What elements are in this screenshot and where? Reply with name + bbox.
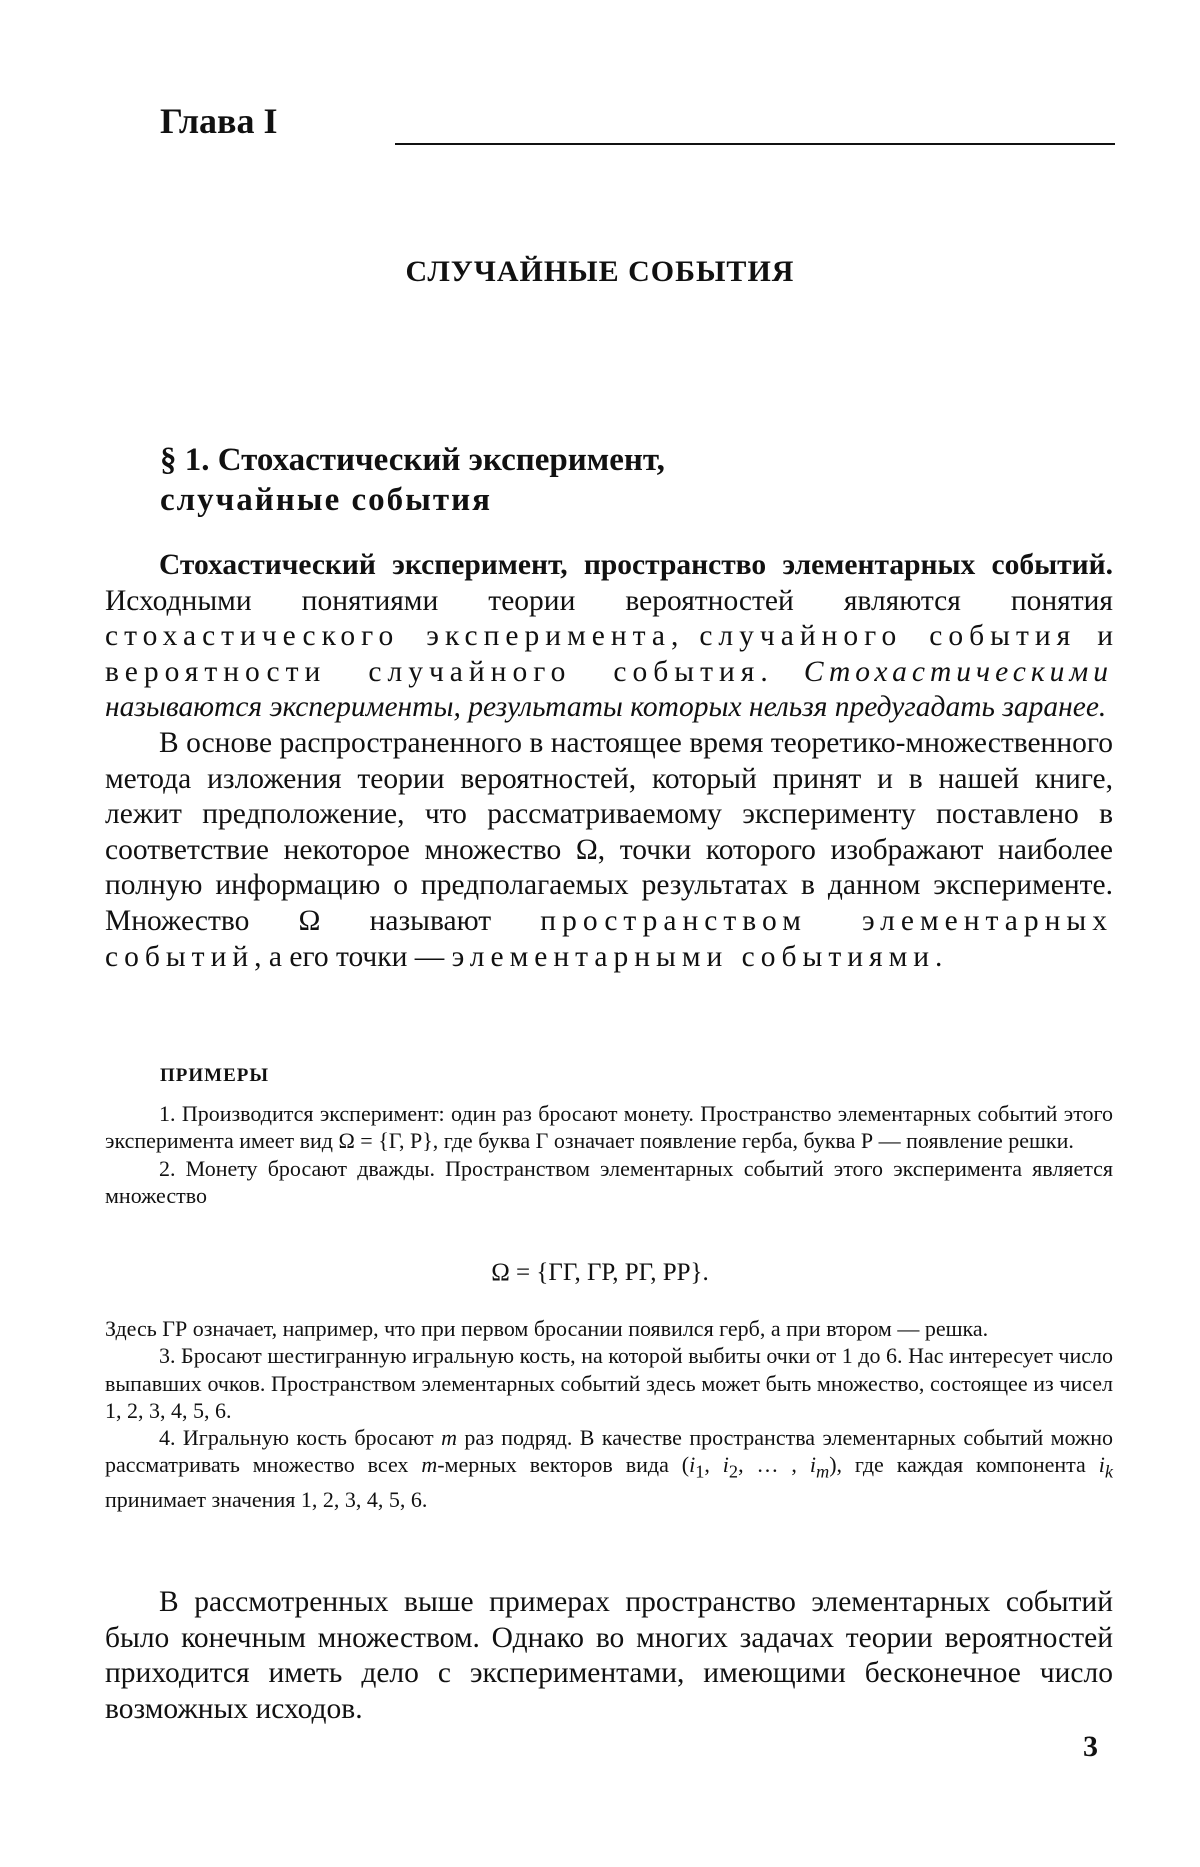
math-var: m <box>441 1425 457 1451</box>
paragraph-1 <box>105 548 1113 726</box>
text-run: 4. Игральную кость бросают <box>159 1425 442 1451</box>
text-run: ), где каждая компонента <box>829 1452 1099 1478</box>
page-number: 3 <box>1083 1730 1098 1763</box>
header-rule <box>395 143 1115 145</box>
definition-text: называются эксперименты, результаты которых нельзя предугадать заранее. <box>105 691 1107 724</box>
math-var: m <box>421 1452 438 1478</box>
text-run: . <box>760 655 804 688</box>
body-text-top <box>105 548 1113 975</box>
examples-block-1 <box>105 1100 1113 1209</box>
spaced-term: стохастического эксперимента <box>105 620 671 653</box>
math-subscript: 2 <box>728 1461 739 1482</box>
run-in-heading: Стохастический эксперимент, пространство элементарных событий. <box>159 549 1113 581</box>
text-run: раз подряд. В качестве пространства элементарных событий можно рассматривать множество всех <box>105 1425 1113 1478</box>
spaced-term: случайного события <box>699 620 1077 653</box>
spaced-term: элементарными событиями <box>451 940 936 973</box>
spaced-term: вероятности случайного события <box>105 655 761 688</box>
text-run: , … , <box>738 1452 810 1478</box>
text-run: и <box>1076 620 1113 653</box>
math-var: i <box>689 1452 696 1478</box>
example-1: 1. Производится эксперимент: один раз бросают монету. Пространство элементарных событий этого эксперимента имеет вид Ω = {Г, Р}, где буква Г означает появление герба, буква Р — появление решки. <box>105 1101 1113 1154</box>
examples-block-2 <box>105 1315 1113 1513</box>
definition-term: Стохастическими <box>803 655 1113 688</box>
example-3: 3. Бросают шестигранную игральную кость, на которой выбиты очки от 1 до 6. Нас интересует число выпавших очков. Пространством элементарных событий здесь может быть множество, состоящее из чисел 1, 2, 3, 4, 5, 6. <box>105 1343 1113 1423</box>
text-run: , <box>704 1452 723 1478</box>
text-run: Исходными понятиями теории вероятностей являются понятия <box>105 584 1113 617</box>
body-text-bottom <box>105 1585 1113 1727</box>
text-run: -мерных векторов вида ( <box>437 1452 690 1478</box>
math-var: i <box>722 1452 729 1478</box>
example-2: 2. Монету бросают дважды. Пространством элементарных событий этого эксперимента является множество <box>105 1155 1113 1208</box>
example-2-continued: Здесь ГР означает, например, что при первом бросании появился герб, а при втором — решка. <box>105 1316 989 1341</box>
example-4 <box>105 1424 1113 1513</box>
examples-heading: ПРИМЕРЫ <box>160 1065 270 1086</box>
math-subscript: m <box>815 1461 830 1482</box>
formula-omega: Ω = {ГГ, ГР, РГ, РР}. <box>491 1259 709 1286</box>
text-run: , <box>670 620 700 653</box>
text-run: . <box>935 940 943 973</box>
spaced-term: пространством элементарных событий <box>105 904 1113 973</box>
text-run: , а его точки — <box>254 940 452 973</box>
text-run: принимает значения 1, 2, 3, 4, 5, 6. <box>105 1487 428 1513</box>
section-heading-line1: § 1. Стохастический эксперимент, <box>160 442 665 478</box>
section-heading-line2: случайные события <box>160 482 492 518</box>
math-subscript: k <box>1104 1461 1113 1482</box>
paragraph-2 <box>105 726 1113 975</box>
math-var: i <box>809 1452 816 1478</box>
math-var: i <box>1098 1452 1105 1478</box>
section-heading <box>160 440 1100 520</box>
paragraph-3: В рассмотренных выше примерах пространство элементарных событий было конечным множеством. Однако во многих задачах теории вероятностей приходится иметь дело с экспериментами, имеющими бесконечное число возможных исходов. <box>105 1586 1113 1725</box>
math-subscript: 1 <box>695 1461 705 1482</box>
text-run: В основе распространенного в настоящее время теоретико-множественного метода изложения теории вероятностей, который принят и в нашей книге, лежит предположение, что рассматриваемому эксперименту поставлено в соответствие некоторое множество Ω, точки которого изображают наиболее полную информацию о предполагаемых результатах в данном эксперименте. Множество Ω называют <box>105 726 1113 937</box>
chapter-heading: Глава I <box>160 101 278 141</box>
chapter-title: СЛУЧАЙНЫЕ СОБЫТИЯ <box>405 255 795 288</box>
